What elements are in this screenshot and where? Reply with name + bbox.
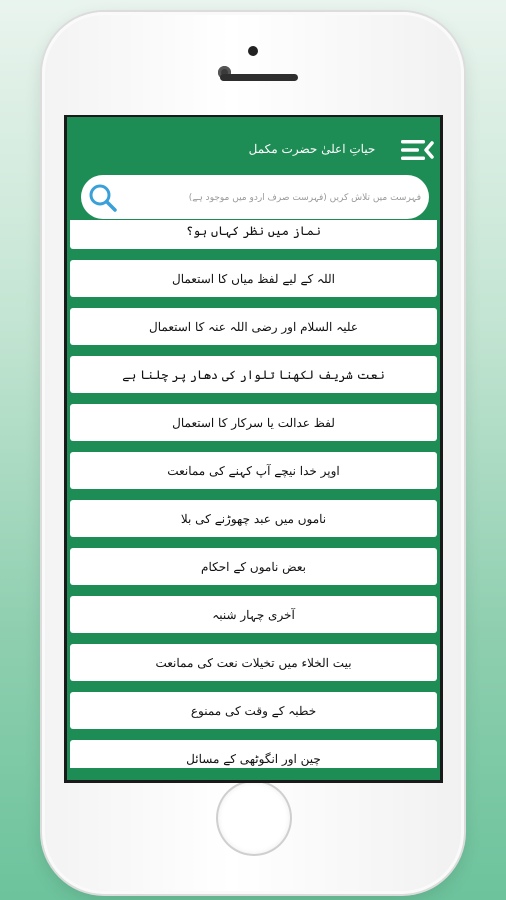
list-item[interactable]: بعض ناموں کے احکام — [70, 548, 437, 585]
topic-list — [67, 220, 440, 768]
list-item[interactable]: علیہ السلام اور رضی اللہ عنہ کا استعمال — [70, 308, 437, 345]
list-item[interactable]: ناموں میں عبد چھوڑنے کی بلا — [70, 500, 437, 537]
home-button[interactable] — [218, 782, 290, 854]
list-item[interactable]: اوپر خدا نیچے آپ کہنے کی ممانعت — [70, 452, 437, 489]
earpiece-speaker — [220, 74, 298, 81]
bottom-bar — [67, 768, 440, 780]
app-header — [67, 117, 440, 227]
list-item[interactable]: خطبہ کے وقت کی ممنوع — [70, 692, 437, 729]
list-item[interactable]: بیت الخلاء میں تخیلات نعت کی ممانعت — [70, 644, 437, 681]
list-item[interactable]: چین اور انگوٹھی کے مسائل — [70, 740, 437, 768]
list-item[interactable]: نماز میں نظر کہاں ہو؟ — [70, 220, 437, 249]
list-item[interactable]: نعت شریف لکھنا تلوار کی دھار پر چلنا ہے — [70, 356, 437, 393]
search-icon[interactable] — [87, 182, 119, 214]
list-item[interactable]: لفظ عدالت یا سرکار کا استعمال — [70, 404, 437, 441]
list-item[interactable]: اللہ کے لیے لفظ میاں کا استعمال — [70, 260, 437, 297]
app-title: حیاتِ اعلیٰ حضرت مکمل — [248, 142, 376, 156]
search-input[interactable] — [129, 187, 423, 209]
menu-icon[interactable] — [399, 137, 435, 163]
search-bar[interactable] — [81, 175, 429, 219]
list-item[interactable]: آخری چہار شنبہ — [70, 596, 437, 633]
app-screen — [64, 115, 443, 783]
front-sensor — [248, 46, 258, 56]
